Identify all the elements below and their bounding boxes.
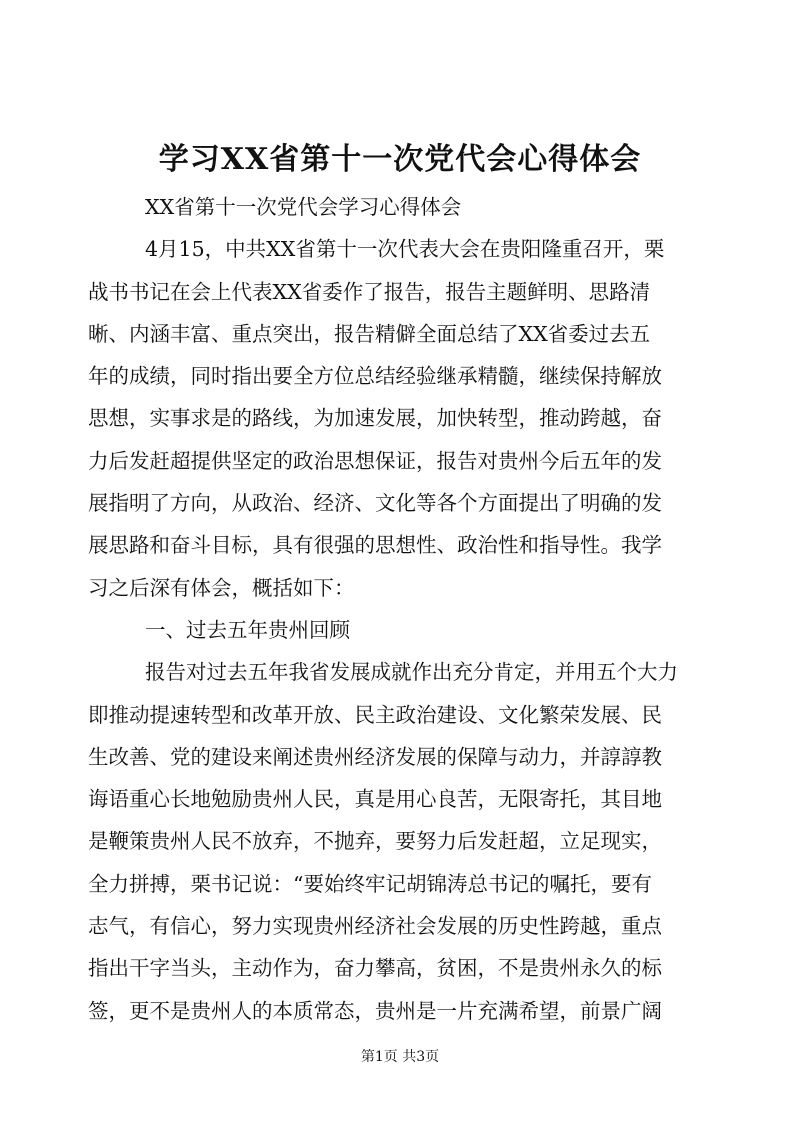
paragraph-line: 战书书记在会上代表XX省委作了报告，报告主题鲜明、思路清 <box>88 279 651 304</box>
paragraph-line: 展指明了方向，从政治、经济、文化等各个方面提出了明确的发 <box>88 491 662 516</box>
section-heading: 一、过去五年贵州回顾 <box>145 617 350 642</box>
subtitle-line: XX省第十一次党代会学习心得体会 <box>145 195 462 219</box>
paragraph-line: 签，更不是贵州人的本质常态，贵州是一片充满希望，前景广阔 <box>88 998 662 1023</box>
paragraph-line: 晰、内涵丰富、重点突出，报告精僻全面总结了XX省委过去五 <box>88 321 651 346</box>
paragraph-line: 展思路和奋斗目标，具有很强的思想性、政治性和指导性。我学 <box>88 533 662 558</box>
paragraph-line: 年的成绩，同时指出要全方位总结经验继承精髓，继续保持解放 <box>88 364 662 389</box>
paragraph-line: 力后发赶超提供坚定的政治思想保证，报告对贵州今后五年的发 <box>88 448 662 473</box>
page-title: 学习XX省第十一次党代会心得体会 <box>158 142 642 177</box>
paragraph-line: 4月15，中共XX省第十一次代表大会在贵阳隆重召开，栗 <box>145 237 665 262</box>
paragraph-line: 生改善、党的建设来阐述贵州经济发展的保障与动力，并諄諄教 <box>88 744 662 769</box>
paragraph-line: 习之后深有体会，概括如下： <box>88 575 355 600</box>
paragraph-line: 指出干字当头，主动作为，奋力攀高，贫困，不是贵州永久的标 <box>88 956 662 981</box>
paragraph-line: 思想，实事求是的路线，为加速发展，加快转型，推动跨越，奋 <box>88 406 662 431</box>
paragraph-line: 志气，有信心，努力实现贵州经济社会发展的历史性跨越，重点 <box>88 914 662 939</box>
paragraph-line: 诲语重心长地勉励贵州人民，真是用心良苦，无限寄托，其目地 <box>88 787 662 812</box>
paragraph-line: 是鞭策贵州人民不放弃，不抛弃，要努力后发赶超，立足现实， <box>88 829 662 854</box>
paragraph-line: 即推动提速转型和改革开放、民主政治建设、文化繁荣发展、民 <box>88 702 662 727</box>
paragraph-line: 报告对过去五年我省发展成就作出充分肯定，并用五个大力 <box>145 660 678 685</box>
document-body <box>88 186 716 1032</box>
paragraph-line: 全力拼搏，栗书记说：“要始终牢记胡锦涛总书记的嘱托，要有 <box>88 871 652 896</box>
page-footer: 第1页 共3页 <box>360 1049 440 1065</box>
